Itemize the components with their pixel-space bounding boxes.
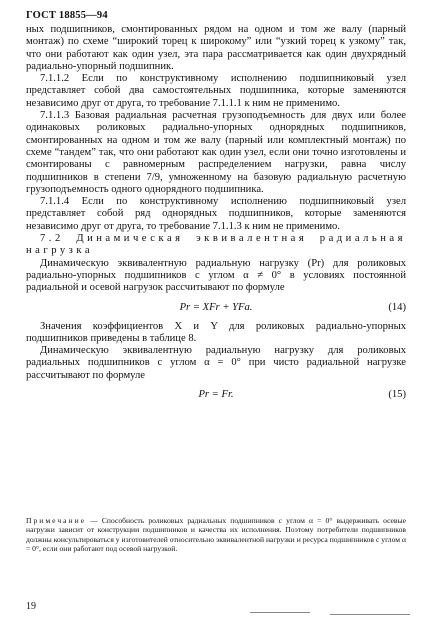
formula-15-expression: Pr = Fr. [198,389,234,401]
note-text: — Способность роликовых радиальных подшипников с углом α = 0° выдерживать осевые нагрузки зависит от конструкции подшипников и качества их исполнения. Поэтому потребители подшипников должны консультироваться у изготовителей относительно эквивалентной нагрузки и ресурса подшипников с углом α = 0°, если они работают под осевой нагрузкой. [26,516,406,554]
paragraph-7-1-1-3: 7.1.1.3 Базовая радиальная расчетная грузоподъемность для двух или более одинаковых роликовых радиально-упорных однорядных подшипников, смонтированных на одном и том же валу (парный или комплектный монтаж) по схеме “тандем” так, что они работают как один узел, если они точно изготовлены и смонтированы с равномерным распределением нагрузки, равна числу подшипников в степени 7/9, умноженному на базовую радиальную расчетную грузоподъемность одного однорядного подшипника. [26,110,406,195]
bottom-rule-right [330,614,410,615]
formula-14-number: (14) [388,301,406,313]
note-label: Примечание [26,516,87,525]
paragraph-radial-load: Динамическую эквивалентную радиальную нагрузку для роликовых радиальных подшипников с углом α = 0° при чисто радиальной нагрузке рассчитывают по формуле [26,345,406,381]
section-heading-7-2: 7.2 Динамическая эквивалентная радиальная нагрузка [26,233,406,257]
paragraph-dynamic-load: Динамическую эквивалентную радиальную нагрузку (Pr) для роликовых радиально-упорных подшипников с углом α ≠ 0° в условиях постоянной радиальной и осевой нагрузок рассчитывают по формуле [26,257,406,294]
paragraph-continuation: ных подшипников, смонтированных рядом на одном и том же валу (парный монтаж) по схеме “широкий торец к широкому” или “узкий торец к узкому” так, что они работают как один узел, эта пара рассматривается как один двухрядный радиально-упорный подшипник. [26,24,406,72]
formula-15-number: (15) [388,389,406,401]
bottom-rule-left [250,612,310,613]
paragraph-7-1-1-2: 7.1.1.2 Если по конструктивному исполнению подшипниковый узел представляет собой два самостоятельных подшипника, которые заменяются независимо друг от друга, то требование 7.1.1.1 к ним не применимо. [26,73,406,109]
paragraph-xy-coefficients: Значения коэффициентов X и Y для роликовых радиально-упорных подшипников приведены в таблице 8. [26,320,406,344]
formula-14 [26,295,406,321]
formula-15 [26,382,406,408]
paragraph-7-1-1-4: 7.1.1.4 Если по конструктивному исполнению подшипниковый узел представляет собой ряд однорядных подшипников, которые заменяются независимо друг от друга, то требование 7.1.1.3 к ним не применимо. [26,196,406,232]
page-number: 19 [26,601,36,612]
document-header: ГОСТ 18855—94 [26,10,108,21]
note-block [26,516,406,554]
formula-14-expression: Pr = XFr + YFa. [179,301,253,313]
page-body [26,24,406,408]
